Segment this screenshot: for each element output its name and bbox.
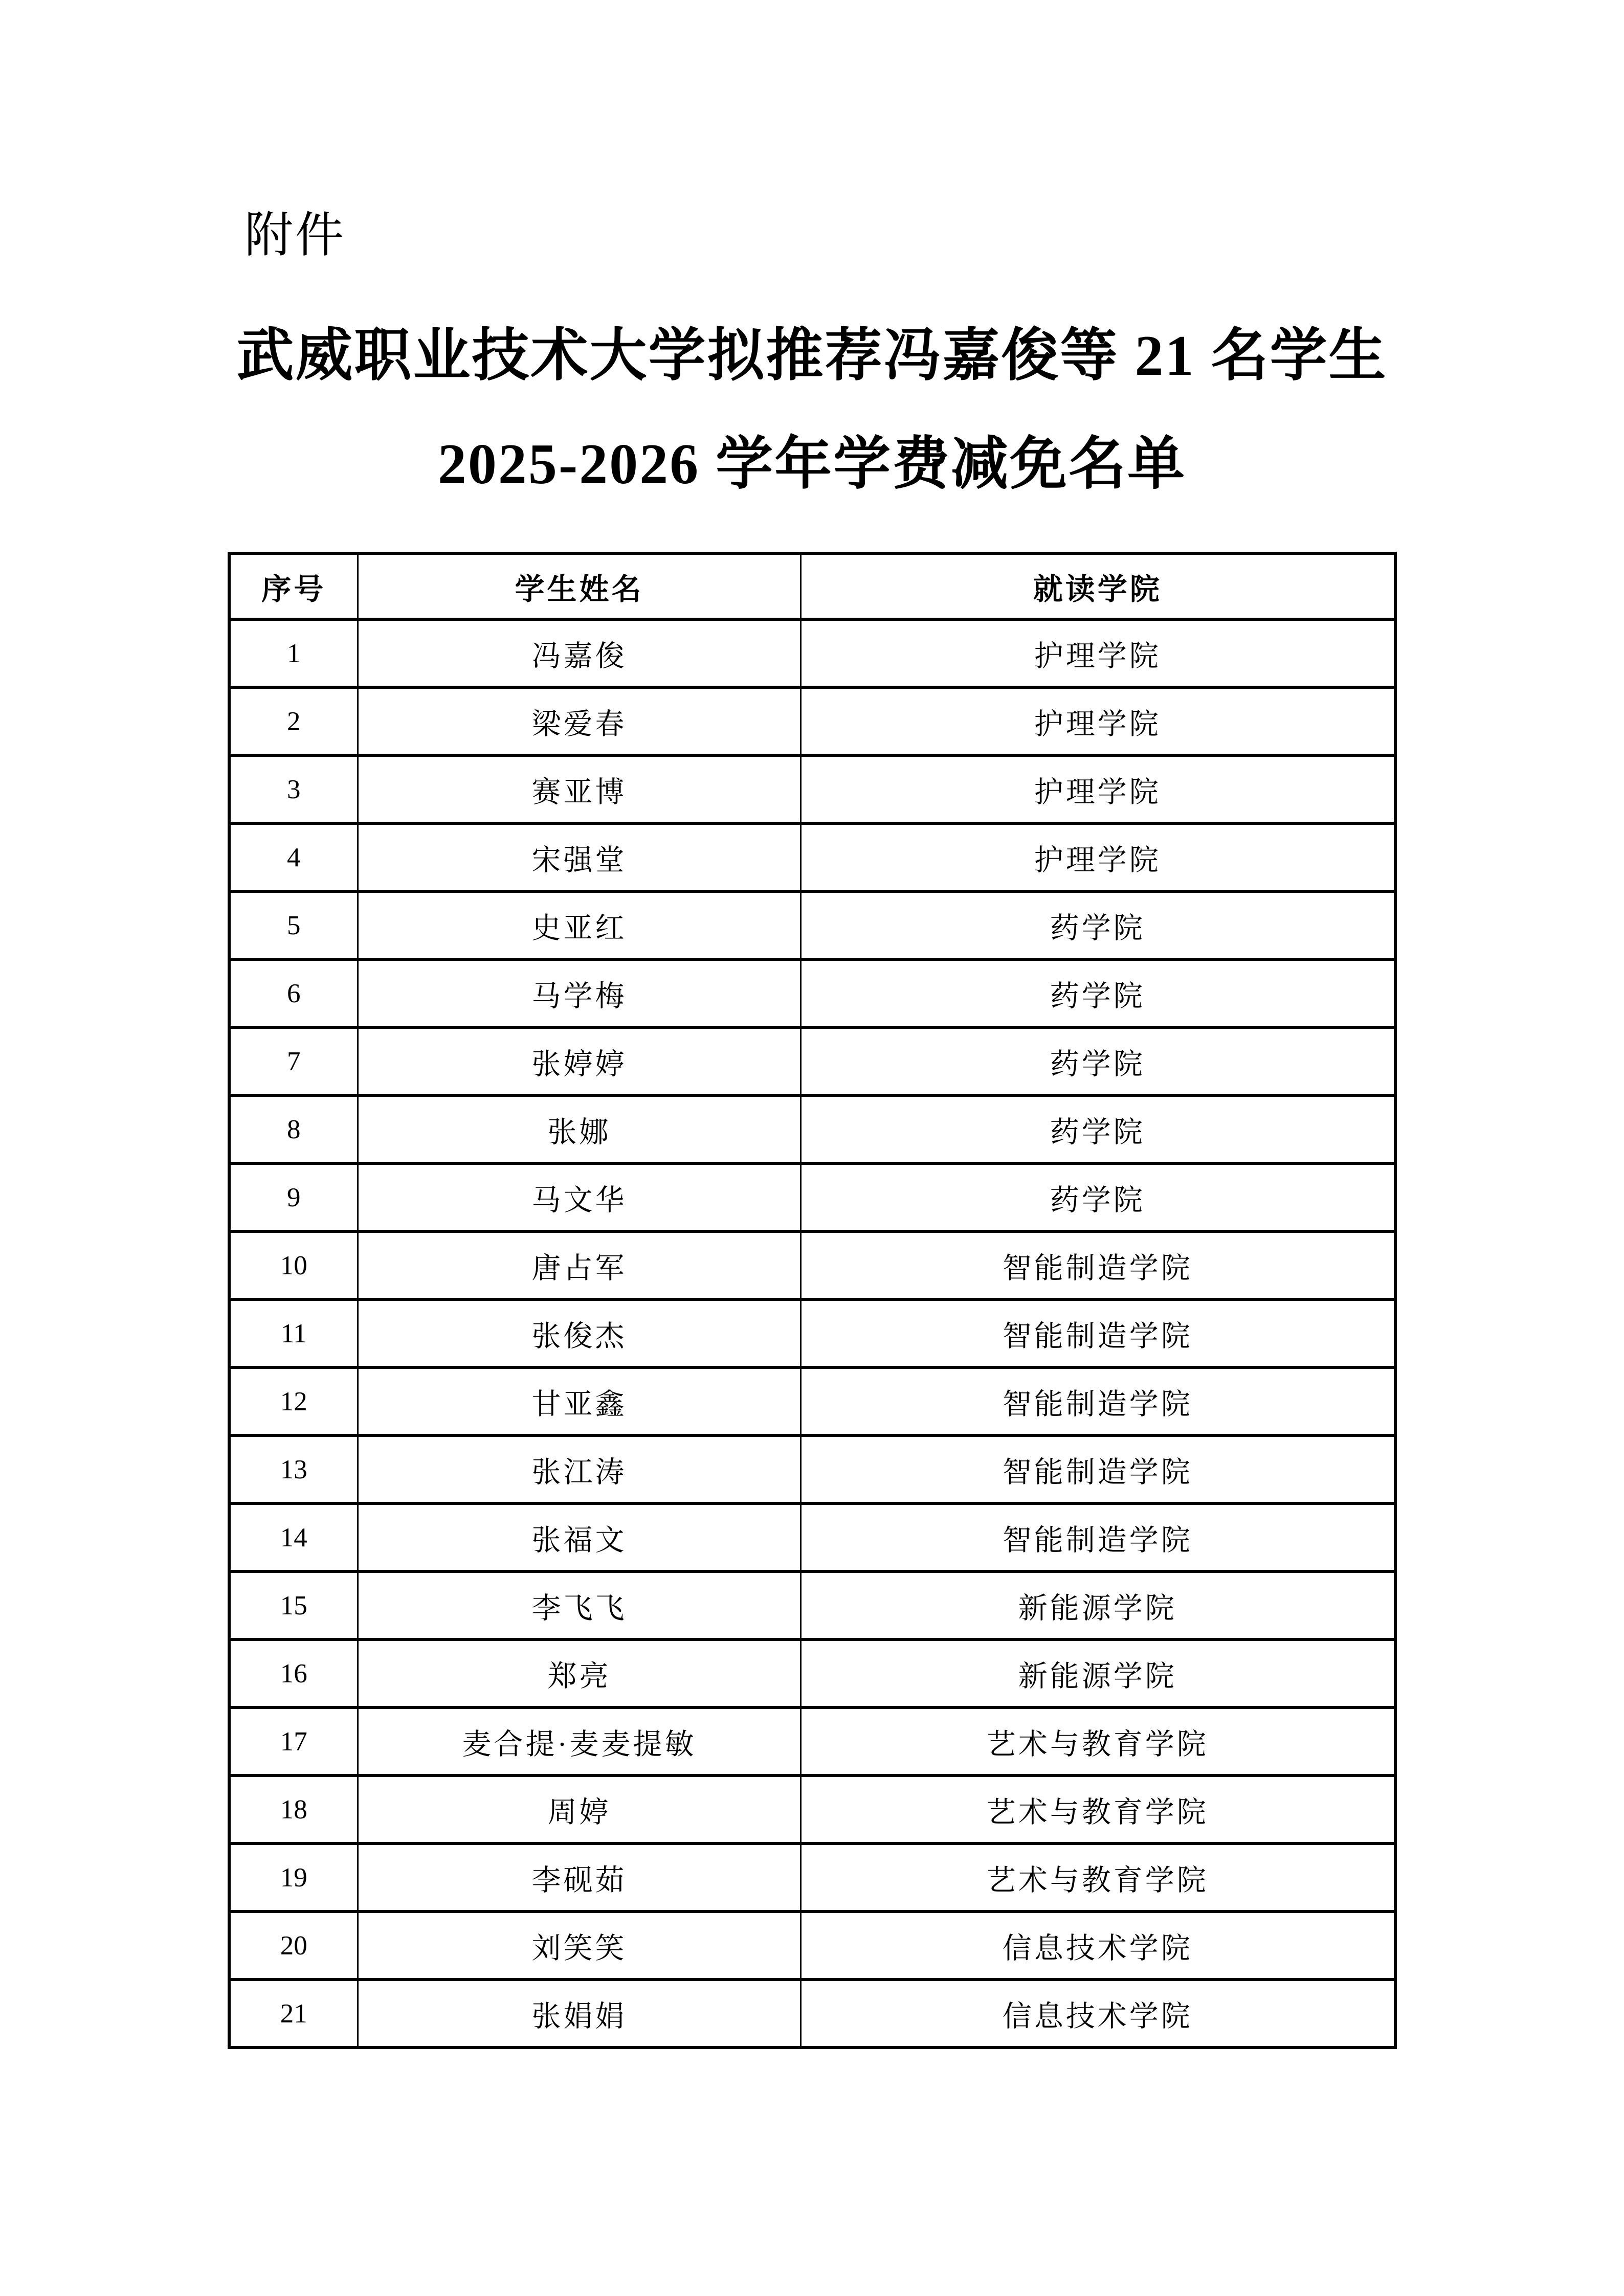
- student-name-cell: 张江涛: [358, 1435, 801, 1503]
- row-number-cell: 8: [229, 1095, 358, 1163]
- college-cell: 信息技术学院: [801, 1979, 1395, 2047]
- header-cell-student-name: 学生姓名: [358, 553, 801, 619]
- college-cell: 药学院: [801, 1095, 1395, 1163]
- student-name-cell: 张娜: [358, 1095, 801, 1163]
- table-row: [229, 755, 1395, 823]
- row-number-cell: 18: [229, 1775, 358, 1843]
- college-cell: 智能制造学院: [801, 1503, 1395, 1571]
- table-row: [229, 1503, 1395, 1571]
- table-row: [229, 1707, 1395, 1775]
- row-number-cell: 12: [229, 1367, 358, 1435]
- table-row: [229, 1911, 1395, 1979]
- row-number-cell: 19: [229, 1843, 358, 1911]
- table-row: [229, 1027, 1395, 1095]
- table-row: [229, 1639, 1395, 1707]
- row-number-cell: 14: [229, 1503, 358, 1571]
- row-number-cell: 7: [229, 1027, 358, 1095]
- table-row: [229, 1843, 1395, 1911]
- college-cell: 药学院: [801, 959, 1395, 1027]
- student-name-cell: 马文华: [358, 1163, 801, 1231]
- college-cell: 智能制造学院: [801, 1435, 1395, 1503]
- college-cell: 智能制造学院: [801, 1231, 1395, 1299]
- attachment-label: 附件: [244, 208, 346, 262]
- student-name-cell: 张福文: [358, 1503, 801, 1571]
- row-number-cell: 1: [229, 619, 358, 687]
- title-line-2: 2025-2026 学年学费减免名单: [437, 433, 1187, 496]
- row-number-cell: 17: [229, 1707, 358, 1775]
- title-line-1: 武威职业技术大学拟推荐冯嘉俊等 21 名学生: [236, 324, 1388, 388]
- college-cell: 护理学院: [801, 755, 1395, 823]
- row-number-cell: 21: [229, 1979, 358, 2047]
- table-row: [229, 891, 1395, 959]
- table-row: [229, 687, 1395, 755]
- document-title: [0, 302, 1624, 519]
- row-number-cell: 9: [229, 1163, 358, 1231]
- student-name-cell: 唐占军: [358, 1231, 801, 1299]
- header-cell-no: 序号: [229, 553, 358, 619]
- student-name-cell: 梁爱春: [358, 687, 801, 755]
- row-number-cell: 2: [229, 687, 358, 755]
- student-table: [228, 552, 1397, 2049]
- table-row: [229, 1435, 1395, 1503]
- college-cell: 护理学院: [801, 823, 1395, 891]
- college-cell: 艺术与教育学院: [801, 1707, 1395, 1775]
- student-name-cell: 赛亚博: [358, 755, 801, 823]
- row-number-cell: 16: [229, 1639, 358, 1707]
- student-name-cell: 李砚茹: [358, 1843, 801, 1911]
- student-name-cell: 史亚红: [358, 891, 801, 959]
- row-number-cell: 15: [229, 1571, 358, 1639]
- row-number-cell: 11: [229, 1299, 358, 1367]
- college-cell: 新能源学院: [801, 1571, 1395, 1639]
- table-row: [229, 1367, 1395, 1435]
- table-row: [229, 959, 1395, 1027]
- table-row: [229, 1979, 1395, 2047]
- student-name-cell: 周婷: [358, 1775, 801, 1843]
- student-name-cell: 李飞飞: [358, 1571, 801, 1639]
- table-row: [229, 1095, 1395, 1163]
- student-name-cell: 张娟娟: [358, 1979, 801, 2047]
- table-row: [229, 1571, 1395, 1639]
- student-name-cell: 刘笑笑: [358, 1911, 801, 1979]
- college-cell: 护理学院: [801, 619, 1395, 687]
- college-cell: 智能制造学院: [801, 1367, 1395, 1435]
- table-header-row: [229, 553, 1395, 619]
- table-row: [229, 619, 1395, 687]
- student-name-cell: 冯嘉俊: [358, 619, 801, 687]
- row-number-cell: 13: [229, 1435, 358, 1503]
- table-row: [229, 1231, 1395, 1299]
- table-row: [229, 1299, 1395, 1367]
- college-cell: 艺术与教育学院: [801, 1775, 1395, 1843]
- college-cell: 药学院: [801, 1027, 1395, 1095]
- row-number-cell: 3: [229, 755, 358, 823]
- header-cell-college: 就读学院: [801, 553, 1395, 619]
- student-name-cell: 麦合提·麦麦提敏: [358, 1707, 801, 1775]
- table-row: [229, 1163, 1395, 1231]
- college-cell: 药学院: [801, 1163, 1395, 1231]
- student-name-cell: 马学梅: [358, 959, 801, 1027]
- row-number-cell: 4: [229, 823, 358, 891]
- student-table-body: [229, 619, 1395, 2047]
- student-name-cell: 甘亚鑫: [358, 1367, 801, 1435]
- student-name-cell: 张俊杰: [358, 1299, 801, 1367]
- college-cell: 新能源学院: [801, 1639, 1395, 1707]
- student-name-cell: 郑亮: [358, 1639, 801, 1707]
- row-number-cell: 20: [229, 1911, 358, 1979]
- college-cell: 艺术与教育学院: [801, 1843, 1395, 1911]
- college-cell: 护理学院: [801, 687, 1395, 755]
- table-row: [229, 1775, 1395, 1843]
- table-row: [229, 823, 1395, 891]
- row-number-cell: 6: [229, 959, 358, 1027]
- row-number-cell: 10: [229, 1231, 358, 1299]
- student-name-cell: 张婷婷: [358, 1027, 801, 1095]
- college-cell: 智能制造学院: [801, 1299, 1395, 1367]
- college-cell: 信息技术学院: [801, 1911, 1395, 1979]
- college-cell: 药学院: [801, 891, 1395, 959]
- row-number-cell: 5: [229, 891, 358, 959]
- student-name-cell: 宋强堂: [358, 823, 801, 891]
